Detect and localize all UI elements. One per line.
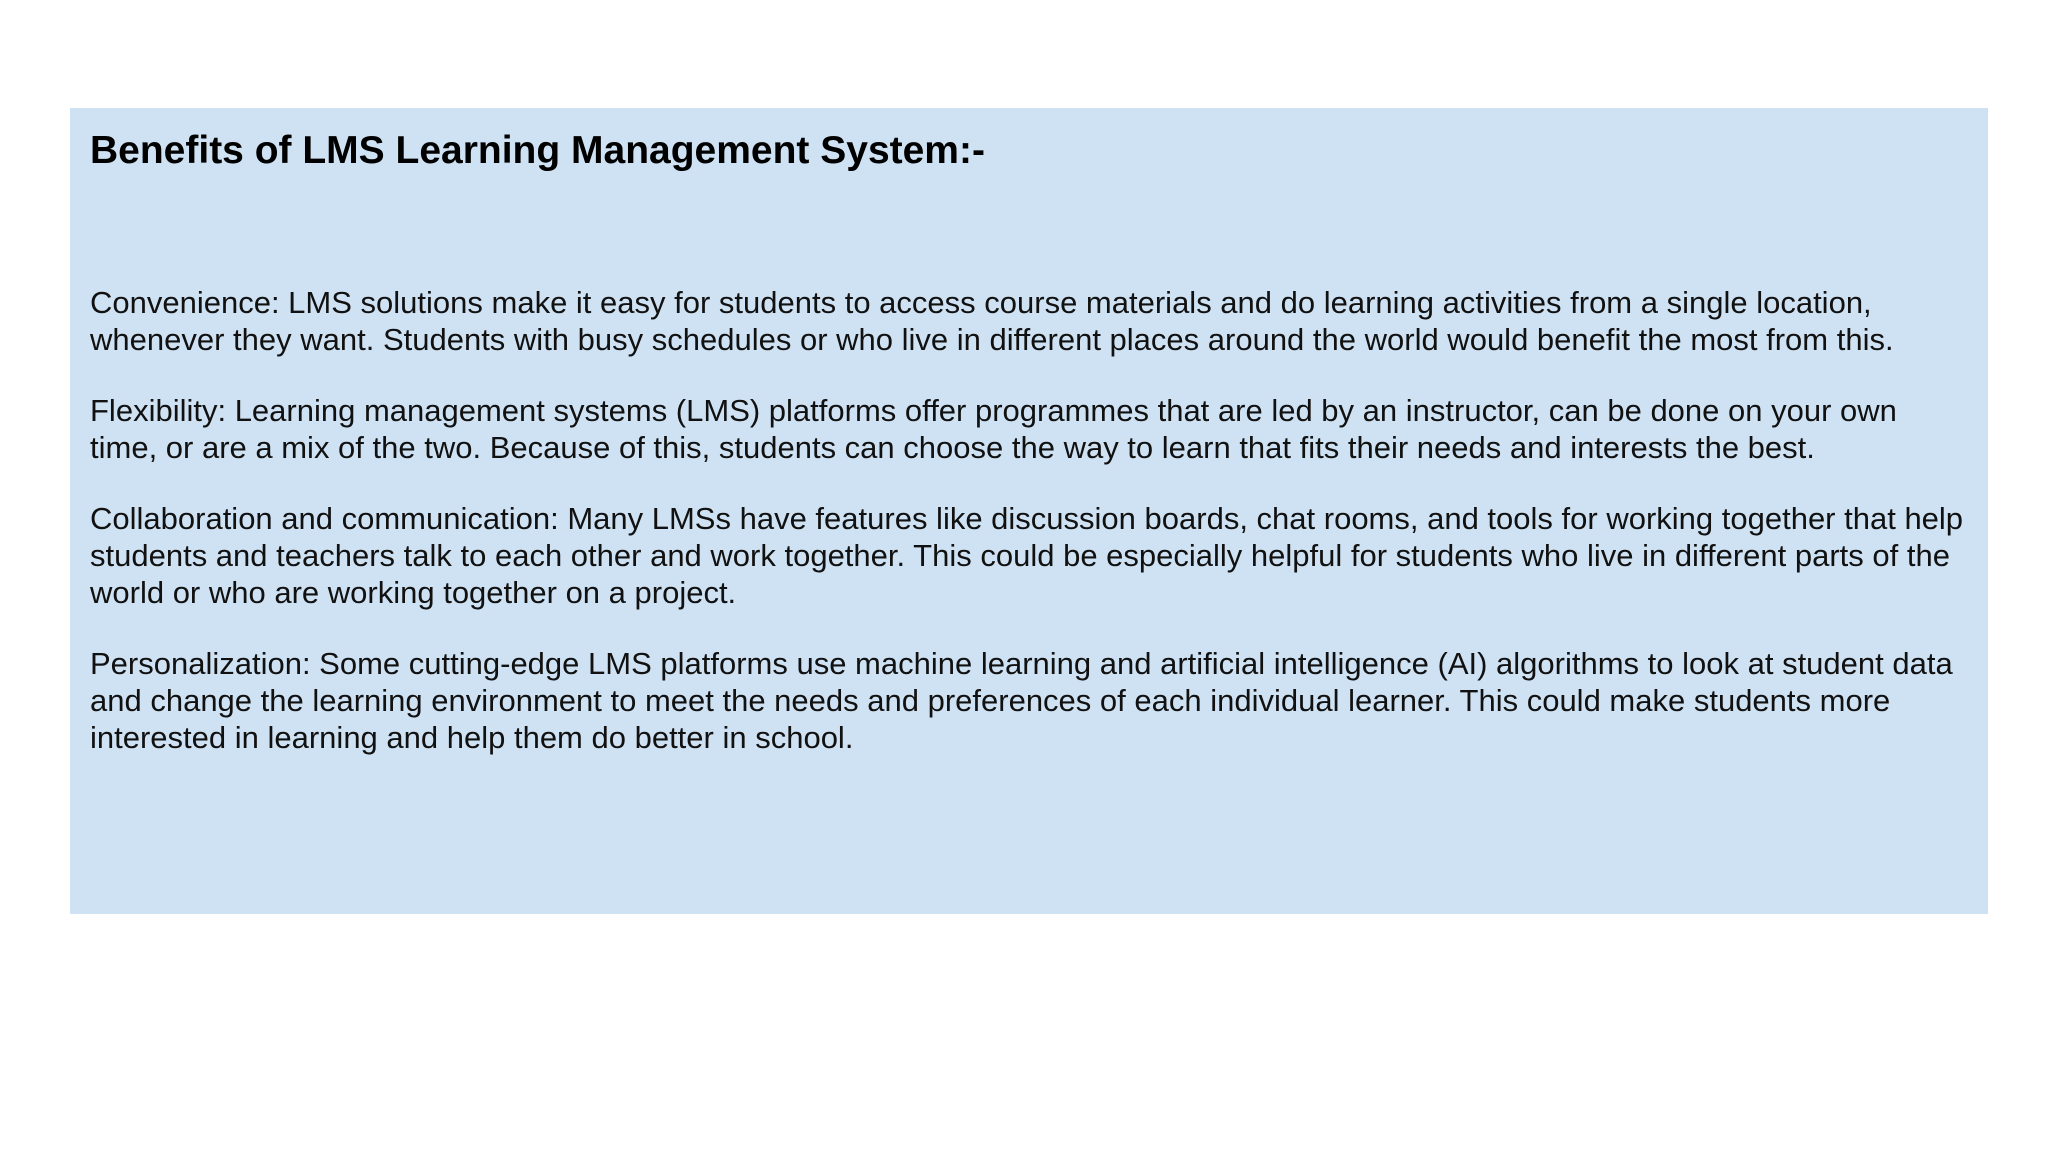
paragraph-flexibility: Flexibility: Learning management systems (LMS) platforms offer programmes that are led by an instructor, can be done on your own time, or are a mix of the two. Because of this, students can choose the way to learn that fits their needs and interests the best. <box>90 393 1897 465</box>
slide-title: Benefits of LMS Learning Management System:- <box>90 129 985 172</box>
paragraph-personalization: Personalization: Some cutting-edge LMS platforms use machine learning and artificial intelligence (AI) algorithms to look at student data and change the learning environment to meet the needs and preferences of each individual learner. This could make students more interested in learning and help them do better in school. <box>90 646 1953 755</box>
body-text <box>90 284 1968 756</box>
content-text-box[interactable] <box>70 108 1988 914</box>
paragraph-convenience: Convenience: LMS solutions make it easy for students to access course materials and do learning activities from a single location, whenever they want. Students with busy schedules or who live in different places around the world would benefit the most from this. <box>90 285 1894 357</box>
paragraph-collaboration: Collaboration and communication: Many LMSs have features like discussion boards, chat rooms, and tools for working together that help students and teachers talk to each other and work together. This could be especially helpful for students who live in different parts of the world or who are working together on a project. <box>90 501 1964 610</box>
